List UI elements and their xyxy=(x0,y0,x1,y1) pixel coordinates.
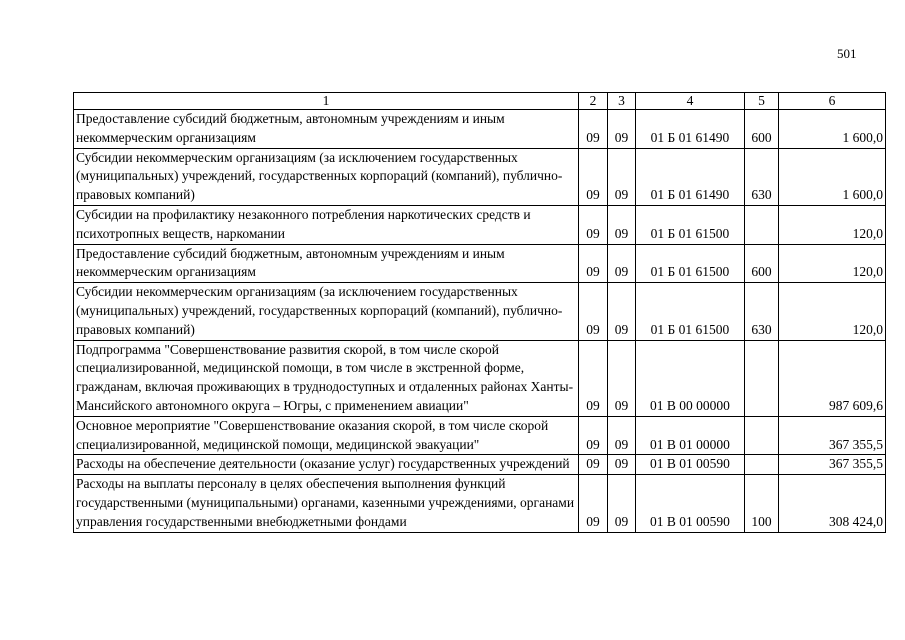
row-description: Подпрограмма "Совершенствование развития скорой, в том числе скорой специализированной, медицинской помощи, в том числе в экстренной форме, гражданам, включая проживающих в труднодоступных и отдаленных районах Ханты-Мансийского автономного округа – Югры, с применением авиации" xyxy=(74,340,579,416)
row-expense-type xyxy=(745,416,779,455)
row-section: 09 xyxy=(579,244,608,283)
header-cell: 5 xyxy=(745,93,779,110)
row-target-article: 01 Б 01 61500 xyxy=(636,244,745,283)
row-expense-type: 630 xyxy=(745,283,779,340)
row-subsection: 09 xyxy=(608,205,636,244)
row-description: Расходы на обеспечение деятельности (оказание услуг) государственных учреждений xyxy=(74,455,579,475)
table-row xyxy=(74,416,886,455)
header-cell: 1 xyxy=(74,93,579,110)
row-section: 09 xyxy=(579,475,608,532)
row-description: Субсидии на профилактику незаконного потребления наркотических средств и психотропных веществ, наркомании xyxy=(74,205,579,244)
table-row xyxy=(74,340,886,416)
row-description: Основное мероприятие "Совершенствование оказания скорой, в том числе скорой специализированной, медицинской помощи, медицинской эвакуации" xyxy=(74,416,579,455)
row-amount: 367 355,5 xyxy=(779,455,886,475)
row-section: 09 xyxy=(579,283,608,340)
row-section: 09 xyxy=(579,340,608,416)
header-cell: 2 xyxy=(579,93,608,110)
table-row xyxy=(74,205,886,244)
page-number: 501 xyxy=(837,46,857,61)
header-cell: 4 xyxy=(636,93,745,110)
row-section: 09 xyxy=(579,110,608,149)
budget-table xyxy=(73,92,886,533)
table-row xyxy=(74,148,886,205)
row-description: Субсидии некоммерческим организациям (за исключением государственных (муниципальных) учреждений, государственных корпораций (компаний), публично-правовых компаний) xyxy=(74,283,579,340)
row-description: Субсидии некоммерческим организациям (за исключением государственных (муниципальных) учреждений, государственных корпораций (компаний), публично-правовых компаний) xyxy=(74,148,579,205)
row-expense-type xyxy=(745,340,779,416)
table-row xyxy=(74,110,886,149)
row-amount: 987 609,6 xyxy=(779,340,886,416)
row-subsection: 09 xyxy=(608,148,636,205)
row-target-article: 01 Б 01 61490 xyxy=(636,148,745,205)
row-target-article: 01 В 00 00000 xyxy=(636,340,745,416)
row-subsection: 09 xyxy=(608,110,636,149)
row-section: 09 xyxy=(579,416,608,455)
row-subsection: 09 xyxy=(608,244,636,283)
row-amount: 367 355,5 xyxy=(779,416,886,455)
table-row xyxy=(74,455,886,475)
row-expense-type: 600 xyxy=(745,110,779,149)
row-amount: 1 600,0 xyxy=(779,148,886,205)
row-target-article: 01 Б 01 61500 xyxy=(636,283,745,340)
header-cell: 6 xyxy=(779,93,886,110)
row-amount: 120,0 xyxy=(779,283,886,340)
row-target-article: 01 Б 01 61500 xyxy=(636,205,745,244)
row-description: Предоставление субсидий бюджетным, автономным учреждениям и иным некоммерческим организациям xyxy=(74,244,579,283)
header-cell: 3 xyxy=(608,93,636,110)
row-subsection: 09 xyxy=(608,455,636,475)
row-amount: 120,0 xyxy=(779,244,886,283)
row-section: 09 xyxy=(579,148,608,205)
row-subsection: 09 xyxy=(608,416,636,455)
row-expense-type: 630 xyxy=(745,148,779,205)
table-row xyxy=(74,244,886,283)
row-expense-type xyxy=(745,455,779,475)
row-description: Предоставление субсидий бюджетным, автономным учреждениям и иным некоммерческим организациям xyxy=(74,110,579,149)
row-amount: 120,0 xyxy=(779,205,886,244)
row-target-article: 01 Б 01 61490 xyxy=(636,110,745,149)
row-expense-type xyxy=(745,205,779,244)
row-subsection: 09 xyxy=(608,475,636,532)
row-section: 09 xyxy=(579,455,608,475)
row-description: Расходы на выплаты персоналу в целях обеспечения выполнения функций государственными (муниципальными) органами, казенными учреждениями, органами управления государственными внебюджетными фондами xyxy=(74,475,579,532)
table-row xyxy=(74,475,886,532)
row-target-article: 01 В 01 00000 xyxy=(636,416,745,455)
table-row xyxy=(74,283,886,340)
header-row xyxy=(74,93,886,110)
row-target-article: 01 В 01 00590 xyxy=(636,455,745,475)
row-target-article: 01 В 01 00590 xyxy=(636,475,745,532)
row-subsection: 09 xyxy=(608,283,636,340)
row-subsection: 09 xyxy=(608,340,636,416)
row-amount: 308 424,0 xyxy=(779,475,886,532)
row-expense-type: 600 xyxy=(745,244,779,283)
row-expense-type: 100 xyxy=(745,475,779,532)
row-amount: 1 600,0 xyxy=(779,110,886,149)
row-section: 09 xyxy=(579,205,608,244)
